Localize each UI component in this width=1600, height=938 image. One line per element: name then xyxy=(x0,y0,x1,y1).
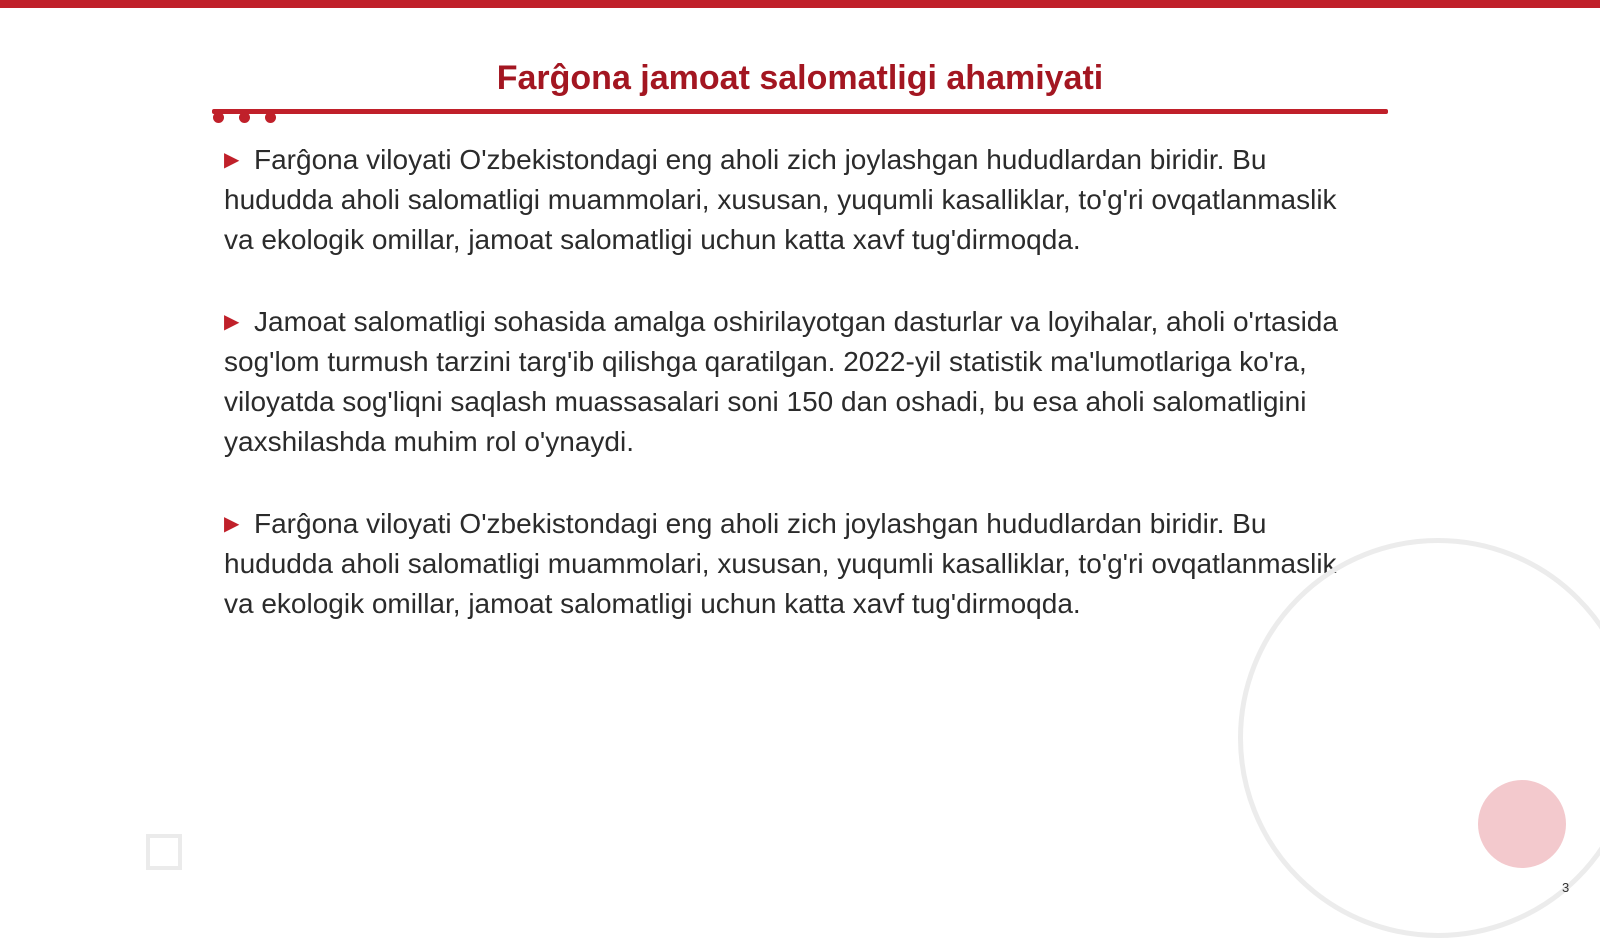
underline-dot xyxy=(265,112,276,123)
decorative-pink-circle xyxy=(1478,780,1566,868)
page-number: 3 xyxy=(1562,880,1570,895)
triangle-bullet-icon: ▶ xyxy=(224,311,240,333)
bullet-item xyxy=(224,504,1364,624)
underline-dot xyxy=(239,112,250,123)
slide-title: Farĝona jamoat salomatligi ahamiyati xyxy=(496,59,1104,97)
title-underline xyxy=(212,109,1388,114)
top-accent-bar xyxy=(0,0,1600,8)
bullet-text: Farĝona viloyati O'zbekistondagi eng aholi zich joylashgan hududlardan biridir. Bu hududda aholi salomatligi muammolari, xususan, yuqumli kasalliklar, to'g'ri ovqatlanmaslik va ekologik omillar, jamoat salomatligi uchun katta xavf tug'dirmoqda. xyxy=(224,508,1337,619)
triangle-bullet-icon: ▶ xyxy=(224,149,240,171)
bullet-item xyxy=(224,140,1364,260)
bullet-list xyxy=(224,140,1364,666)
decorative-square xyxy=(146,834,182,870)
bullet-text: Jamoat salomatligi sohasida amalga oshirilayotgan dasturlar va loyihalar, aholi o'rtasida sog'lom turmush tarzini targ'ib qilishga qaratilgan. 2022-yil statistik ma'lumotlariga ko'ra, viloyatda sog'liqni saqlash muassasalari soni 150 dan oshadi, bu esa aholi salomatligini yaxshilashda muhim rol o'ynaydi. xyxy=(224,306,1338,457)
bullet-item xyxy=(224,302,1364,462)
triangle-bullet-icon: ▶ xyxy=(224,513,240,535)
bullet-text: Farĝona viloyati O'zbekistondagi eng aholi zich joylashgan hududlardan biridir. Bu hududda aholi salomatligi muammolari, xususan, yuqumli kasalliklar, to'g'ri ovqatlanmaslik va ekologik omillar, jamoat salomatligi uchun katta xavf tug'dirmoqda. xyxy=(224,144,1337,255)
underline-dot xyxy=(213,112,224,123)
